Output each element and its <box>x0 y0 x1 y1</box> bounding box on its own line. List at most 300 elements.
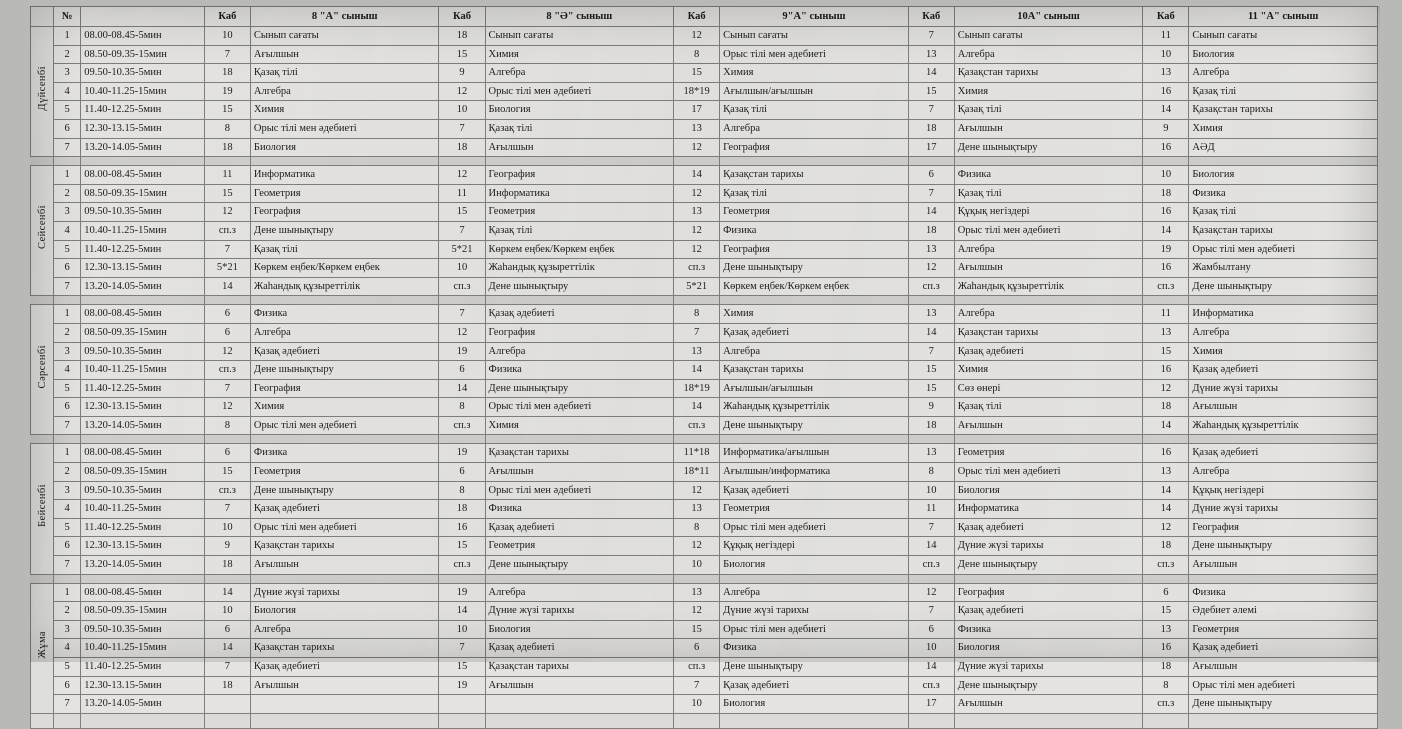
room-0: 9 <box>204 537 250 556</box>
room-1: 18 <box>439 138 485 157</box>
room-1: сп.з <box>439 277 485 296</box>
header-kab-0: Каб <box>204 7 250 27</box>
subject-2: Физика <box>720 639 909 658</box>
room-4: 14 <box>1143 500 1189 519</box>
subject-1: Қазақ тілі <box>485 221 674 240</box>
subject-2: Дене шынықтыру <box>720 658 909 677</box>
separator-cell <box>1143 435 1189 444</box>
lesson-time: 10.40-11.25-15мин <box>81 639 205 658</box>
room-0: 6 <box>204 620 250 639</box>
separator-cell <box>908 157 954 166</box>
separator-cell <box>720 296 909 305</box>
room-0: сп.з <box>204 481 250 500</box>
subject-1: Қазақ әдебиеті <box>485 639 674 658</box>
room-4: 13 <box>1143 64 1189 83</box>
lesson-time: 11.40-12.25-5мин <box>81 658 205 677</box>
subject-0: Орыс тілі мен әдебиеті <box>250 416 439 435</box>
room-0: 12 <box>204 203 250 222</box>
subject-0: Қазақ тілі <box>250 240 439 259</box>
subject-0: Қазақстан тарихы <box>250 639 439 658</box>
subject-1: Алгебра <box>485 583 674 602</box>
footer-cell <box>81 713 205 728</box>
subject-1: Қазақ тілі <box>485 119 674 138</box>
room-3: 15 <box>908 379 954 398</box>
subject-1: Физика <box>485 361 674 380</box>
room-0: 12 <box>204 342 250 361</box>
lesson-time: 12.30-13.15-5мин <box>81 119 205 138</box>
separator-cell <box>250 296 439 305</box>
table-row <box>31 184 1378 203</box>
subject-3: Қазақ тілі <box>954 101 1143 120</box>
subject-0: Ағылшын <box>250 676 439 695</box>
separator-cell <box>54 435 81 444</box>
subject-0: Физика <box>250 444 439 463</box>
subject-3: Қазақ әдебиеті <box>954 602 1143 621</box>
lesson-time: 10.40-11.25-5мин <box>81 500 205 519</box>
room-4: 18 <box>1143 658 1189 677</box>
room-1: 15 <box>439 658 485 677</box>
room-3: 12 <box>908 583 954 602</box>
room-0: 8 <box>204 119 250 138</box>
subject-0: Геометрия <box>250 463 439 482</box>
room-2: 12 <box>674 138 720 157</box>
schedule-sheet <box>30 6 1380 710</box>
lesson-time: 08.50-09.35-15мин <box>81 463 205 482</box>
lesson-number: 5 <box>54 518 81 537</box>
subject-2: Орыс тілі мен әдебиеті <box>720 518 909 537</box>
subject-4: Қазақ тілі <box>1189 203 1378 222</box>
header-class-4: 11 "А" сыныш <box>1189 7 1378 27</box>
separator-cell <box>1143 157 1189 166</box>
day-separator <box>31 574 1378 583</box>
lesson-time: 13.20-14.05-5мин <box>81 556 205 575</box>
lesson-number: 6 <box>54 398 81 417</box>
subject-0: Алгебра <box>250 323 439 342</box>
room-3: 7 <box>908 184 954 203</box>
room-2: 6 <box>674 639 720 658</box>
room-1: 15 <box>439 203 485 222</box>
room-4: 12 <box>1143 379 1189 398</box>
lesson-number: 4 <box>54 500 81 519</box>
subject-4: Сынып сағаты <box>1189 27 1378 46</box>
lesson-number: 4 <box>54 639 81 658</box>
room-0: 10 <box>204 602 250 621</box>
room-1: 6 <box>439 463 485 482</box>
subject-0: Химия <box>250 398 439 417</box>
table-row <box>31 259 1378 278</box>
lesson-time: 11.40-12.25-5мин <box>81 379 205 398</box>
room-4: 8 <box>1143 676 1189 695</box>
separator-cell <box>250 574 439 583</box>
subject-0: Дене шынықтыру <box>250 481 439 500</box>
subject-1: Биология <box>485 101 674 120</box>
lesson-number: 1 <box>54 583 81 602</box>
subject-4: АӘД <box>1189 138 1378 157</box>
header-time <box>81 7 205 27</box>
room-1: 8 <box>439 481 485 500</box>
header-class-3: 10А" сыныш <box>954 7 1143 27</box>
room-3: сп.з <box>908 277 954 296</box>
subject-4: Химия <box>1189 119 1378 138</box>
subject-1: Орыс тілі мен әдебиеті <box>485 82 674 101</box>
subject-3: Ағылшын <box>954 119 1143 138</box>
table-row <box>31 463 1378 482</box>
subject-2: Құқық негіздері <box>720 537 909 556</box>
separator-cell <box>54 574 81 583</box>
room-1: 14 <box>439 379 485 398</box>
separator-cell <box>674 574 720 583</box>
subject-0: Қазақ тілі <box>250 64 439 83</box>
room-1: 18 <box>439 500 485 519</box>
subject-0: Қазақ әдебиеті <box>250 658 439 677</box>
separator-cell <box>485 157 674 166</box>
room-2: 13 <box>674 342 720 361</box>
subject-3: География <box>954 583 1143 602</box>
lesson-time: 11.40-12.25-5мин <box>81 101 205 120</box>
room-0: сп.з <box>204 361 250 380</box>
room-4: 13 <box>1143 463 1189 482</box>
lesson-number: 7 <box>54 416 81 435</box>
lesson-number: 7 <box>54 138 81 157</box>
lesson-time: 09.50-10.35-5мин <box>81 64 205 83</box>
room-0: 14 <box>204 583 250 602</box>
room-0: 6 <box>204 444 250 463</box>
header-kab-1: Каб <box>439 7 485 27</box>
subject-3: Қазақ тілі <box>954 184 1143 203</box>
subject-0 <box>250 695 439 714</box>
subject-2: Сынып сағаты <box>720 27 909 46</box>
table-row <box>31 379 1378 398</box>
separator-cell <box>485 296 674 305</box>
lesson-number: 6 <box>54 676 81 695</box>
subject-4: Дүние жүзі тарихы <box>1189 500 1378 519</box>
table-row <box>31 481 1378 500</box>
room-4: 10 <box>1143 166 1189 185</box>
room-3: 7 <box>908 342 954 361</box>
room-2: сп.з <box>674 658 720 677</box>
lesson-number: 2 <box>54 323 81 342</box>
room-4: 15 <box>1143 342 1189 361</box>
room-4: 15 <box>1143 602 1189 621</box>
lesson-number: 7 <box>54 277 81 296</box>
lesson-time: 08.50-09.35-15мин <box>81 184 205 203</box>
room-2: 10 <box>674 556 720 575</box>
room-0: 18 <box>204 556 250 575</box>
subject-2: Жаһандық құзыреттілік <box>720 398 909 417</box>
separator-cell <box>81 574 205 583</box>
table-row <box>31 537 1378 556</box>
subject-2: Ағылшын/информатика <box>720 463 909 482</box>
subject-4: Алгебра <box>1189 323 1378 342</box>
room-2: 8 <box>674 45 720 64</box>
subject-3: Қазақстан тарихы <box>954 323 1143 342</box>
subject-0: Қазақ әдебиеті <box>250 500 439 519</box>
room-2: 13 <box>674 500 720 519</box>
table-body <box>31 27 1378 729</box>
room-0 <box>204 695 250 714</box>
table-row <box>31 676 1378 695</box>
separator-cell <box>439 157 485 166</box>
lesson-time: 09.50-10.35-5мин <box>81 203 205 222</box>
separator-cell <box>954 157 1143 166</box>
room-0: 18 <box>204 676 250 695</box>
room-2: 12 <box>674 184 720 203</box>
lesson-number: 7 <box>54 695 81 714</box>
room-0: 15 <box>204 101 250 120</box>
subject-1: Қазақстан тарихы <box>485 658 674 677</box>
room-0: 18 <box>204 138 250 157</box>
subject-0: Физика <box>250 305 439 324</box>
subject-2: Химия <box>720 305 909 324</box>
room-0: 10 <box>204 518 250 537</box>
lesson-time: 10.40-11.25-15мин <box>81 82 205 101</box>
separator-blank <box>31 157 54 166</box>
room-4: 16 <box>1143 259 1189 278</box>
separator-cell <box>439 296 485 305</box>
table-row <box>31 444 1378 463</box>
room-2: 12 <box>674 481 720 500</box>
room-4: сп.з <box>1143 556 1189 575</box>
subject-4: Дене шынықтыру <box>1189 695 1378 714</box>
subject-2: Қазақ әдебиеті <box>720 481 909 500</box>
separator-cell <box>204 296 250 305</box>
table-row <box>31 277 1378 296</box>
subject-2: География <box>720 138 909 157</box>
lesson-time: 13.20-14.05-5мин <box>81 138 205 157</box>
table-row <box>31 166 1378 185</box>
room-4: 18 <box>1143 184 1189 203</box>
subject-3: Сынып сағаты <box>954 27 1143 46</box>
subject-1: Дене шынықтыру <box>485 379 674 398</box>
table-row <box>31 240 1378 259</box>
subject-1: Алгебра <box>485 342 674 361</box>
subject-4: Химия <box>1189 342 1378 361</box>
subject-1: Биология <box>485 620 674 639</box>
room-2: 18*19 <box>674 379 720 398</box>
subject-2: Дене шынықтыру <box>720 259 909 278</box>
subject-4: Алгебра <box>1189 463 1378 482</box>
subject-4: Жаһандық құзыреттілік <box>1189 416 1378 435</box>
subject-4: Жамбылтану <box>1189 259 1378 278</box>
subject-1: Ағылшын <box>485 138 674 157</box>
subject-3: Қазақ әдебиеті <box>954 342 1143 361</box>
room-1: сп.з <box>439 416 485 435</box>
room-2: 17 <box>674 101 720 120</box>
subject-3: Физика <box>954 620 1143 639</box>
subject-0: Сынып сағаты <box>250 27 439 46</box>
separator-cell <box>54 296 81 305</box>
lesson-time: 12.30-13.15-5мин <box>81 537 205 556</box>
footer-cell <box>674 713 720 728</box>
room-1: 19 <box>439 342 485 361</box>
separator-cell <box>908 296 954 305</box>
room-3: 13 <box>908 305 954 324</box>
room-1: 12 <box>439 166 485 185</box>
room-0: 19 <box>204 82 250 101</box>
subject-0: Геометрия <box>250 184 439 203</box>
room-4: 18 <box>1143 398 1189 417</box>
subject-2: Көркем еңбек/Көркем еңбек <box>720 277 909 296</box>
room-1: 16 <box>439 518 485 537</box>
subject-0: Ағылшын <box>250 556 439 575</box>
table-row <box>31 583 1378 602</box>
subject-3: Дүние жүзі тарихы <box>954 537 1143 556</box>
subject-3: Ағылшын <box>954 695 1143 714</box>
room-0: сп.з <box>204 221 250 240</box>
subject-2: Химия <box>720 64 909 83</box>
subject-1: Жаһандық құзыреттілік <box>485 259 674 278</box>
room-4: 14 <box>1143 481 1189 500</box>
room-1: 15 <box>439 45 485 64</box>
table-row <box>31 602 1378 621</box>
separator-cell <box>1143 574 1189 583</box>
lesson-time: 12.30-13.15-5мин <box>81 676 205 695</box>
lesson-number: 2 <box>54 602 81 621</box>
footer-cell <box>250 713 439 728</box>
room-0: 6 <box>204 323 250 342</box>
subject-4: География <box>1189 518 1378 537</box>
room-2: 12 <box>674 240 720 259</box>
lesson-time: 13.20-14.05-5мин <box>81 416 205 435</box>
subject-2: Ағылшын/ағылшын <box>720 82 909 101</box>
room-1: 7 <box>439 639 485 658</box>
room-3: 14 <box>908 658 954 677</box>
room-2: сп.з <box>674 259 720 278</box>
room-3: 13 <box>908 45 954 64</box>
lesson-number: 1 <box>54 166 81 185</box>
subject-1: Қазақстан тарихы <box>485 444 674 463</box>
room-2: 14 <box>674 166 720 185</box>
room-2: 11*18 <box>674 444 720 463</box>
room-4: сп.з <box>1143 695 1189 714</box>
subject-3: Ағылшын <box>954 259 1143 278</box>
room-2: 8 <box>674 518 720 537</box>
room-0: 18 <box>204 64 250 83</box>
subject-4: Ағылшын <box>1189 398 1378 417</box>
subject-0: Информатика <box>250 166 439 185</box>
room-2: 15 <box>674 64 720 83</box>
header-class-2: 9"А" сыныш <box>720 7 909 27</box>
room-0: 10 <box>204 27 250 46</box>
table-row <box>31 45 1378 64</box>
room-4: 14 <box>1143 101 1189 120</box>
subject-4: Физика <box>1189 184 1378 203</box>
subject-3: Дүние жүзі тарихы <box>954 658 1143 677</box>
footer-cell <box>954 713 1143 728</box>
room-3: 6 <box>908 166 954 185</box>
subject-4: Биология <box>1189 45 1378 64</box>
separator-cell <box>1189 296 1378 305</box>
table-row <box>31 64 1378 83</box>
subject-4: Қазақстан тарихы <box>1189 221 1378 240</box>
subject-2: Дене шынықтыру <box>720 416 909 435</box>
room-4: 13 <box>1143 620 1189 639</box>
lesson-time: 13.20-14.05-5мин <box>81 277 205 296</box>
subject-2: Биология <box>720 556 909 575</box>
lesson-number: 6 <box>54 537 81 556</box>
lesson-number: 2 <box>54 463 81 482</box>
room-4: 12 <box>1143 518 1189 537</box>
separator-cell <box>1189 574 1378 583</box>
subject-2: Физика <box>720 221 909 240</box>
subject-0: Дене шынықтыру <box>250 361 439 380</box>
separator-cell <box>439 435 485 444</box>
subject-2: Қазақ тілі <box>720 184 909 203</box>
lesson-number: 3 <box>54 481 81 500</box>
subject-1 <box>485 695 674 714</box>
room-0: 14 <box>204 639 250 658</box>
room-2: 13 <box>674 119 720 138</box>
lesson-time: 09.50-10.35-5мин <box>81 342 205 361</box>
lesson-time: 12.30-13.15-5мин <box>81 398 205 417</box>
lesson-time: 11.40-12.25-5мин <box>81 518 205 537</box>
table-row <box>31 361 1378 380</box>
subject-3: Алгебра <box>954 240 1143 259</box>
table-row <box>31 500 1378 519</box>
subject-1: Көркем еңбек/Көркем еңбек <box>485 240 674 259</box>
separator-cell <box>908 435 954 444</box>
room-3: 14 <box>908 64 954 83</box>
separator-blank <box>31 435 54 444</box>
subject-1: Сынып сағаты <box>485 27 674 46</box>
separator-cell <box>1189 435 1378 444</box>
subject-4: Қазақ әдебиеті <box>1189 361 1378 380</box>
room-2: 15 <box>674 620 720 639</box>
subject-2: Алгебра <box>720 119 909 138</box>
room-0: 11 <box>204 166 250 185</box>
subject-3: Геометрия <box>954 444 1143 463</box>
subject-3: Биология <box>954 639 1143 658</box>
header-kab-2: Каб <box>674 7 720 27</box>
room-3: 15 <box>908 82 954 101</box>
header-kab-3: Каб <box>908 7 954 27</box>
room-3: 17 <box>908 138 954 157</box>
subject-4: Қазақ әдебиеті <box>1189 639 1378 658</box>
lesson-time: 09.50-10.35-5мин <box>81 620 205 639</box>
footer-cell <box>1189 713 1378 728</box>
subject-4: Әдебиет әлемі <box>1189 602 1378 621</box>
room-2: 12 <box>674 537 720 556</box>
room-3: сп.з <box>908 556 954 575</box>
subject-3: Биология <box>954 481 1143 500</box>
subject-4: Дүние жүзі тарихы <box>1189 379 1378 398</box>
subject-1: Дене шынықтыру <box>485 556 674 575</box>
room-0: 7 <box>204 500 250 519</box>
room-3: 7 <box>908 27 954 46</box>
subject-2: Қазақ әдебиеті <box>720 676 909 695</box>
room-2: 12 <box>674 221 720 240</box>
day-separator <box>31 157 1378 166</box>
lesson-number: 1 <box>54 27 81 46</box>
room-4: сп.з <box>1143 277 1189 296</box>
subject-1: Химия <box>485 45 674 64</box>
room-1: 10 <box>439 620 485 639</box>
room-2: 7 <box>674 676 720 695</box>
room-4: 11 <box>1143 27 1189 46</box>
subject-2: Биология <box>720 695 909 714</box>
subject-1: Дүние жүзі тарихы <box>485 602 674 621</box>
room-1: 12 <box>439 323 485 342</box>
lesson-number: 2 <box>54 45 81 64</box>
footer-cell <box>485 713 674 728</box>
room-2: 13 <box>674 203 720 222</box>
lesson-time: 11.40-12.25-5мин <box>81 240 205 259</box>
separator-cell <box>204 157 250 166</box>
table-row <box>31 27 1378 46</box>
table-footer-strip <box>31 713 1378 728</box>
room-1: 19 <box>439 583 485 602</box>
room-3: 6 <box>908 620 954 639</box>
